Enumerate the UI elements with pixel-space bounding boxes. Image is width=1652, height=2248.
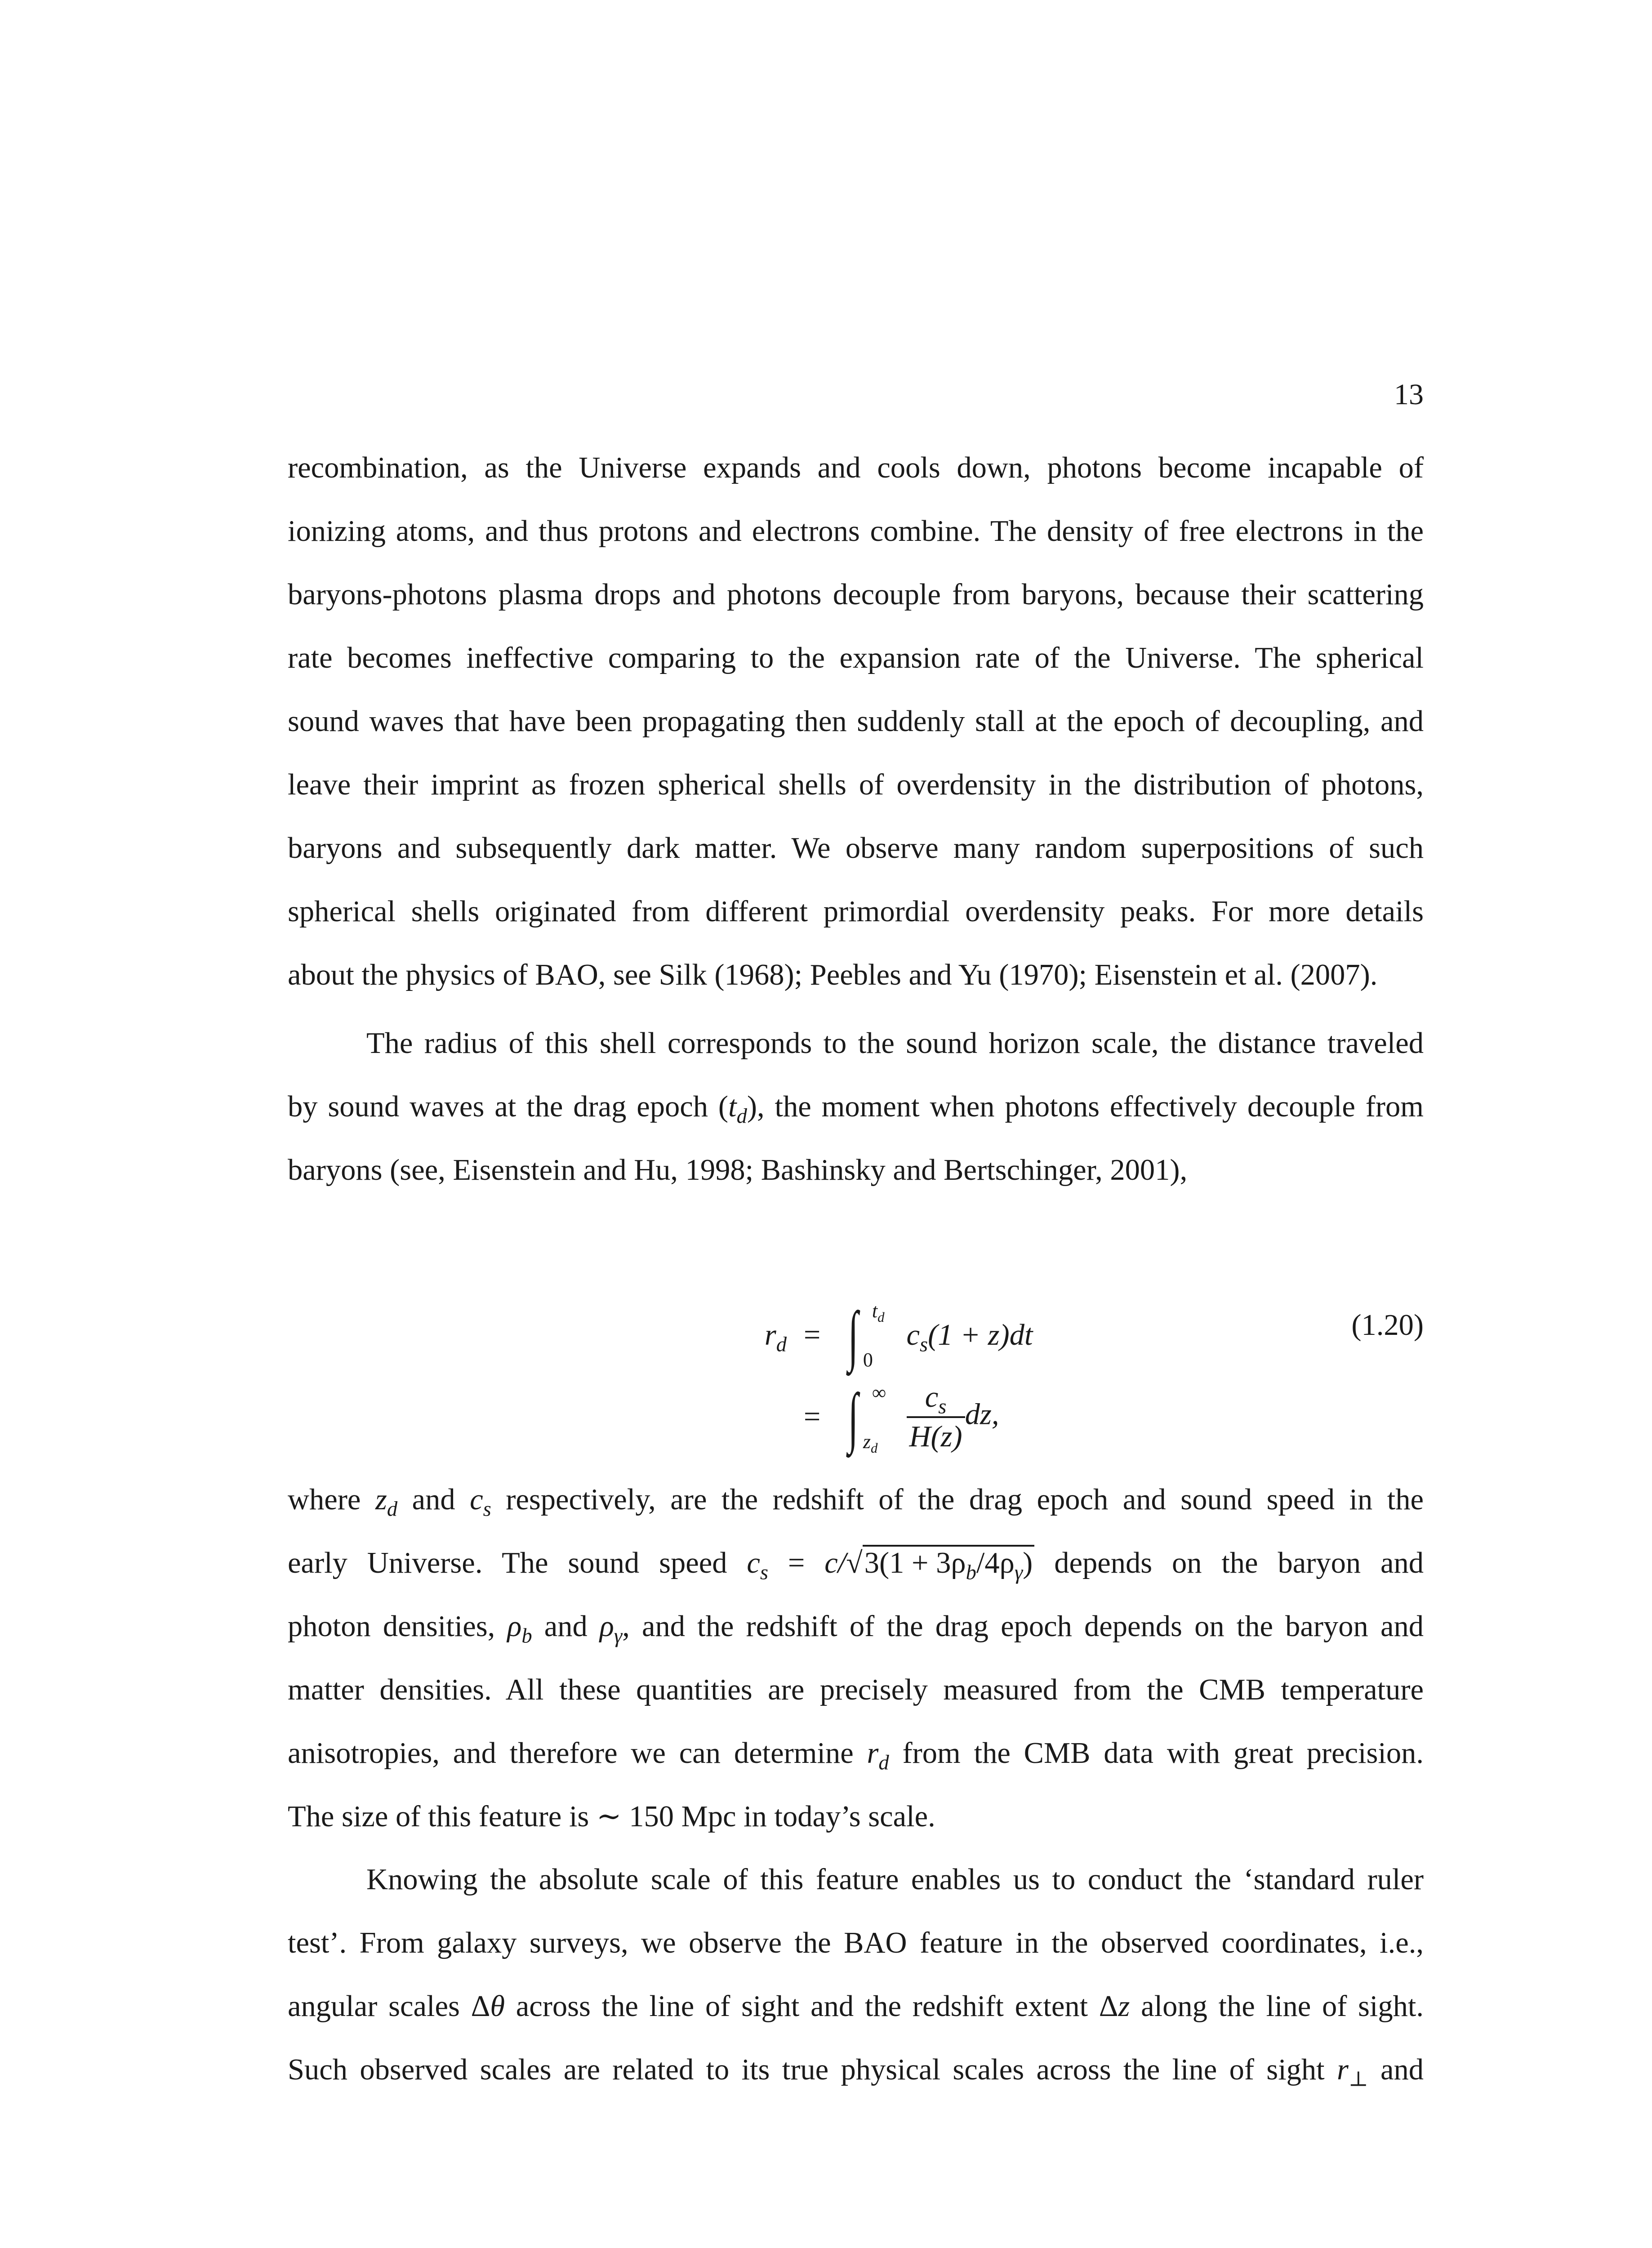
text-run: along the line of sight. bbox=[1130, 1990, 1424, 2023]
math-expr: 3(1 + 3ρ bbox=[864, 1547, 966, 1579]
equation-1-20 bbox=[719, 1268, 1424, 1457]
text-line: baryons-photons plasma drops and photons decouple from baryons, because their scattering bbox=[288, 578, 1424, 611]
math-sub: s bbox=[760, 1561, 769, 1584]
math-var: t bbox=[728, 1090, 737, 1123]
text-run: ), the moment when photons effectively decouple from bbox=[747, 1090, 1424, 1123]
text-line: The size of this feature is ∼ 150 Mpc in today’s scale. bbox=[288, 1800, 935, 1833]
sqrt-symbol: √ bbox=[846, 1547, 863, 1579]
math-var: z bbox=[1118, 1990, 1130, 2023]
integral-limits bbox=[863, 1299, 899, 1371]
equation-lhs bbox=[719, 1318, 787, 1356]
math-var: c bbox=[470, 1483, 483, 1516]
math-var: r bbox=[867, 1737, 879, 1770]
math-expr: /4ρ bbox=[976, 1547, 1015, 1579]
text-run: depends on the baryon and bbox=[1034, 1547, 1424, 1579]
math-expr: (1 + z)dt bbox=[928, 1319, 1033, 1351]
math-var: t bbox=[872, 1300, 878, 1322]
math-sub: b bbox=[521, 1624, 532, 1648]
text-run: early Universe. The sound speed bbox=[288, 1547, 747, 1579]
math-var: r bbox=[1336, 2053, 1349, 2086]
math-var: z bbox=[375, 1483, 387, 1516]
math-sub: d bbox=[776, 1333, 787, 1356]
text-line: rate becomes ineffective comparing to the expansion rate of the Universe. The spherical bbox=[288, 642, 1424, 674]
text-line: baryons and subsequently dark matter. We observe many random superpositions of such bbox=[288, 832, 1424, 865]
text-line bbox=[288, 1722, 1424, 1785]
paragraph-sound-speed bbox=[288, 1468, 1424, 1848]
text-line: test’. From galaxy surveys, we observe the BAO feature in the observed coordinates, i.e., bbox=[288, 1927, 1424, 1959]
math-var: c bbox=[747, 1547, 760, 1579]
text-line: sound waves that have been propagating then suddenly stall at the epoch of decoupling, and bbox=[288, 705, 1424, 738]
math-sub: s bbox=[938, 1395, 947, 1418]
text-line bbox=[288, 1975, 1424, 2038]
equation-number: (1.20) bbox=[1351, 1309, 1424, 1342]
math-sub: γ bbox=[614, 1624, 623, 1648]
math-sub: d bbox=[736, 1105, 747, 1128]
integral-limits bbox=[863, 1381, 899, 1456]
text-line bbox=[288, 2038, 1424, 2101]
text-line bbox=[288, 1468, 1424, 1531]
denominator: H(z) bbox=[909, 1420, 962, 1453]
paragraph-recombination bbox=[288, 436, 1424, 1007]
math-var: θ bbox=[490, 1990, 505, 2023]
text-run: , and the redshift of the drag epoch depends on the baryon and bbox=[622, 1610, 1424, 1643]
text-line: Knowing the absolute scale of this feature enables us to conduct the ‘standard ruler bbox=[366, 1863, 1424, 1896]
text-line: The radius of this shell corresponds to the sound horizon scale, the distance traveled bbox=[366, 1027, 1424, 1060]
math-var: c bbox=[925, 1381, 939, 1414]
text-run: and bbox=[532, 1610, 600, 1643]
text-line bbox=[288, 1595, 1424, 1658]
equation-row bbox=[719, 1299, 1033, 1371]
math-sub: s bbox=[920, 1333, 928, 1356]
math-sub: d bbox=[878, 1751, 889, 1775]
text-line: baryons (see, Eisenstein and Hu, 1998; Bashinsky and Bertschinger, 2001), bbox=[288, 1154, 1188, 1186]
math-sub: d bbox=[387, 1498, 398, 1521]
lower-limit: 0 bbox=[863, 1349, 873, 1371]
math-expr: c/ bbox=[824, 1547, 846, 1579]
text-line bbox=[288, 1531, 1424, 1595]
math-expr: ) bbox=[1023, 1547, 1033, 1579]
math-sub: d bbox=[877, 1309, 885, 1325]
text-run: anisotropies, and therefore we can determine bbox=[288, 1737, 867, 1770]
math-expr: dz, bbox=[965, 1398, 999, 1431]
text-run: from the CMB data with great precision. bbox=[889, 1737, 1424, 1770]
text-line: spherical shells originated from different primordial overdensity peaks. For more details bbox=[288, 895, 1424, 928]
sqrt-radicand bbox=[863, 1545, 1035, 1584]
paragraph-sound-horizon bbox=[288, 1012, 1424, 1202]
text-line: recombination, as the Universe expands and cools down, photons become incapable of bbox=[288, 451, 1424, 484]
math-var: r bbox=[764, 1319, 776, 1351]
equals-sign: = bbox=[803, 1319, 821, 1351]
integral-sign: ∫ bbox=[848, 1298, 859, 1373]
integral-sign: ∫ bbox=[848, 1380, 859, 1454]
math-var: z bbox=[863, 1431, 871, 1453]
math-sub: d bbox=[871, 1440, 878, 1456]
text-line: about the physics of BAO, see Silk (1968); Peebles and Yu (1970); Eisenstein et al. (2007). bbox=[288, 959, 1378, 991]
equals-sign: = bbox=[803, 1401, 821, 1433]
paragraph-standard-ruler bbox=[288, 1848, 1424, 2101]
text-run: by sound waves at the drag epoch ( bbox=[288, 1090, 729, 1123]
text-line bbox=[288, 1075, 1424, 1138]
lower-limit bbox=[863, 1430, 878, 1456]
math-sub: ⊥ bbox=[1348, 2068, 1368, 2091]
text-run: respectively, are the redshift of the drag epoch and sound speed in the bbox=[491, 1483, 1424, 1516]
text-line: leave their imprint as frozen spherical shells of overdensity in the distribution of photons, bbox=[288, 768, 1424, 801]
math-var: ρ bbox=[507, 1610, 522, 1643]
text-line: ionizing atoms, and thus protons and electrons combine. The density of free electrons in the bbox=[288, 515, 1424, 548]
numerator bbox=[907, 1380, 965, 1418]
math-sub: s bbox=[483, 1498, 491, 1521]
page-number: 13 bbox=[1394, 378, 1424, 411]
text-run: where bbox=[288, 1483, 375, 1516]
math-sub: b bbox=[966, 1561, 976, 1584]
text-run: = bbox=[768, 1547, 825, 1579]
text-run: Such observed scales are related to its true physical scales across the line of sight bbox=[288, 2053, 1337, 2086]
text-run: photon densities, bbox=[288, 1610, 508, 1643]
math-var: c bbox=[906, 1319, 920, 1351]
fraction bbox=[907, 1380, 965, 1454]
text-line: matter densities. All these quantities are precisely measured from the CMB temperature bbox=[288, 1673, 1424, 1706]
text-run: and bbox=[397, 1483, 470, 1516]
upper-limit bbox=[872, 1299, 885, 1325]
upper-limit: ∞ bbox=[872, 1382, 886, 1404]
equation-row bbox=[719, 1380, 999, 1454]
text-run: and bbox=[1368, 2053, 1424, 2086]
text-run: across the line of sight and the redshift extent Δ bbox=[505, 1990, 1118, 2023]
text-run: angular scales Δ bbox=[288, 1990, 490, 2023]
integrand bbox=[906, 1318, 1033, 1356]
math-sub: γ bbox=[1014, 1561, 1023, 1584]
math-var: ρ bbox=[599, 1610, 614, 1643]
